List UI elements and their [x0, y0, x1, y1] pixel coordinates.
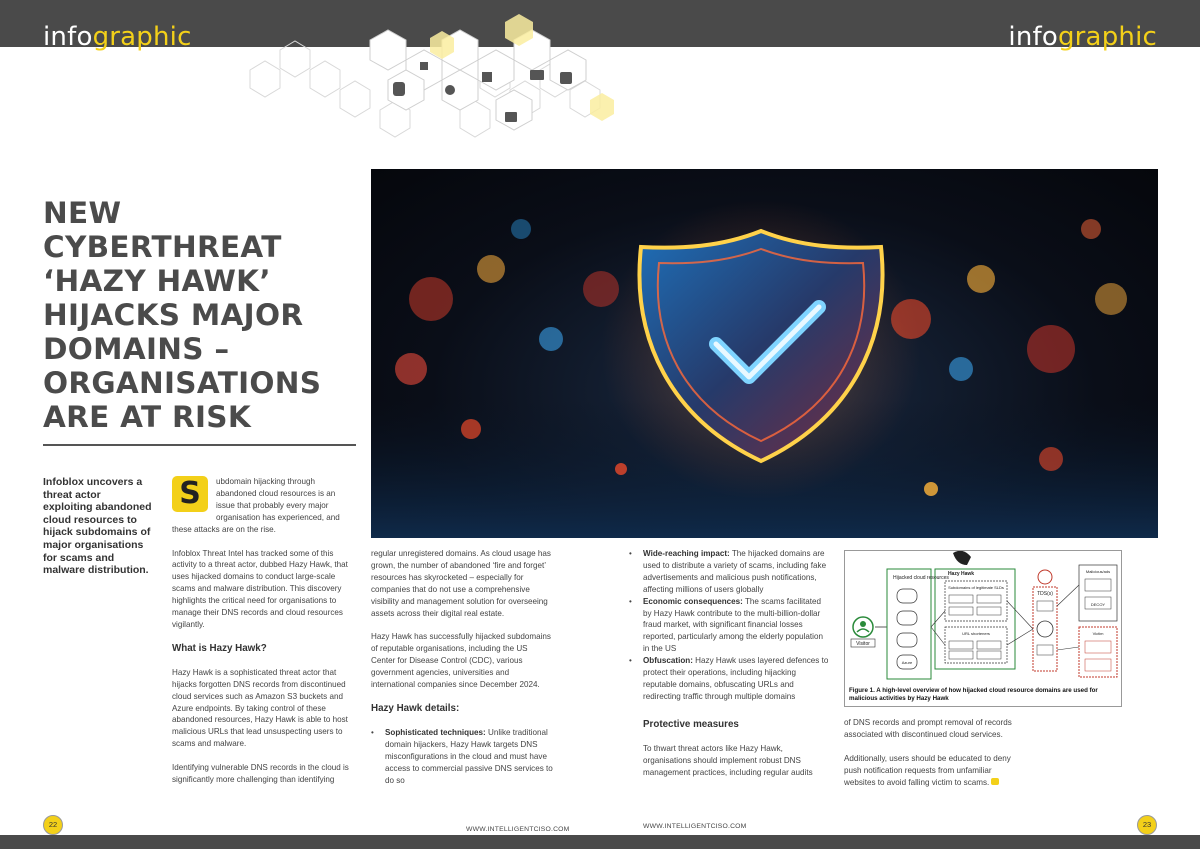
shield-illustration [371, 169, 1158, 538]
azure-label: Azure [901, 660, 913, 665]
hero-image [371, 169, 1158, 538]
list-item-label: Wide-reaching impact: [643, 549, 730, 558]
standfirst: Infoblox uncovers a threat actor exploiting abandoned cloud resources to hijack subdomains of major organisations for scams and malware distribution. [43, 476, 152, 577]
hexagon-decoration [230, 10, 630, 140]
footer-url-left[interactable]: WWW.INTELLIGENTCISO.COM [466, 826, 570, 833]
article-column-2 [371, 548, 553, 786]
list-item-label: Sophisticated techniques: [385, 727, 486, 737]
list-item [629, 596, 830, 656]
brand-word-graphic: graphic [1057, 22, 1157, 52]
subdomains-label: Subdomains of legitimate SLDs [948, 585, 1004, 590]
decoy-label: DECOY [1090, 602, 1106, 607]
url-shorteners-label: URL shorteners [962, 631, 990, 636]
page-title: NEW CYBERTHREAT ‘HAZY HAWK’ HIJACKS MAJOR DOMAINS – ORGANISATIONS ARE AT RISK [43, 196, 322, 434]
brand-word-graphic: graphic [92, 22, 192, 52]
skull-icon [1038, 570, 1052, 584]
brand-right [1008, 22, 1157, 52]
section-heading-protective: Protective measures [643, 718, 739, 730]
visitor-label: Visitor [856, 641, 870, 647]
brand-word-info: info [43, 22, 93, 52]
visitor-head-icon [860, 621, 866, 627]
bottom-bar [0, 835, 1200, 849]
hazy-hawk-label: Hazy Hawk [947, 571, 975, 577]
list-item-label: Obfuscation: [643, 656, 693, 666]
victim-label: Victim [1092, 631, 1104, 636]
malicious-label: Malicious/ads [1085, 569, 1111, 574]
cloud-icon [897, 633, 917, 647]
list-item-text: Unlike traditional domain hijackers, Hazy Hawk targets DNS misconfigurations in the cloud and must have access to commercial passive DNS services to do so [385, 727, 553, 785]
paragraph: Infoblox Threat Intel has tracked some of this activity to a threat actor, dubbed Hazy Hawk, that uses hijacked domains to conduct large-scale scams and malware distribution. This discovery highlights the critical need for organisations to manage their DNS records and cloud resources vigilantly. [172, 548, 348, 629]
intro-text: ubdomain hijacking through abandoned cloud resources is an issue that probably every major organisation has experienced, and these attacks are on the rise. [172, 477, 340, 534]
list-item-text: The scams facilitated by Hazy Hawk contribute to the multi-billion-dollar fraud market, with significant financial losses reported, particularly among the elderly population in the US [643, 596, 823, 654]
footer-url-right[interactable]: WWW.INTELLIGENTCISO.COM [643, 823, 747, 830]
list-item-text: Hazy Hawk uses layered defences to protect their operations, including hijacking reputable domains, obfuscating URLs and redirecting traffic through multiple domains [643, 656, 829, 701]
article-column-3 [643, 548, 830, 790]
hawk-icon [953, 551, 971, 565]
section-heading-what-is: What is Hazy Hawk? [172, 642, 267, 654]
headline-rule [43, 444, 356, 446]
end-mark-icon [991, 778, 999, 785]
tds-label: TDS(s) [1037, 591, 1053, 597]
figure-caption: Figure 1. A high-level overview of how hijacked cloud resource domains are used for malicious activities by Hazy Hawk [849, 687, 1098, 702]
details-list-continued [629, 548, 830, 703]
paragraph: Hazy Hawk has successfully hijacked subdomains of reputable organisations, including the US Center for Disease Control (CDC), various government agencies, universities and international companies since December 2024. [371, 632, 551, 690]
brand-left [43, 22, 192, 52]
paragraph: of DNS records and prompt removal of records associated with discontinued cloud services. [844, 718, 1012, 739]
paragraph: Hazy Hawk is a sophisticated threat actor that hijacks forgotten DNS records from discontinued cloud services such as Amazon S3 buckets and Azure endpoints. By taking control of these abandoned resources, Hazy Hawk is able to host malicious URLs that lead unsuspecting users to scams and malware. [172, 667, 348, 749]
paragraph: To thwart threat actors like Hazy Hawk, organisations should implement robust DNS management practices, including regular audits [643, 743, 813, 777]
drop-cap: S [172, 476, 208, 512]
redirect-icon [1037, 621, 1053, 637]
details-list [371, 727, 553, 787]
cloud-icon [897, 589, 917, 603]
article-column-4 [844, 717, 1022, 801]
attack-flow-diagram [845, 551, 1121, 681]
hijacked-cloud-label: Hijacked cloud resources [893, 575, 949, 581]
article-column-1 [172, 476, 350, 798]
page-number-right: 23 [1137, 815, 1157, 835]
list-item-text: The hijacked domains are used to distribute a variety of scams, including fake advertisements and malicious push notifications, affecting millions of users globally [643, 549, 827, 594]
list-item [629, 548, 830, 596]
page-number-left: 22 [43, 815, 63, 835]
list-item [371, 727, 553, 787]
intro-paragraph [172, 476, 350, 536]
list-item-label: Economic consequences: [643, 596, 743, 606]
brand-word-info: info [1008, 22, 1058, 52]
paragraph [844, 753, 1022, 789]
closing-text: Additionally, users should be educated to deny push notification requests from unfamiliar websites to avoid falling victim to scams. [844, 753, 1011, 787]
paragraph: Identifying vulnerable DNS records in the cloud is significantly more challenging than identifying [172, 763, 349, 785]
list-item [629, 655, 830, 703]
paragraph: regular unregistered domains. As cloud usage has grown, the number of abandoned ‘fire and forget’ resources has skyrocketed – especially for companies that do not use a comprehensive visibility and management solution for overseeing assets across their digital real estate. [371, 549, 551, 618]
cloud-icon [897, 611, 917, 625]
figure-diagram [844, 550, 1122, 707]
section-heading-details: Hazy Hawk details: [371, 702, 460, 714]
